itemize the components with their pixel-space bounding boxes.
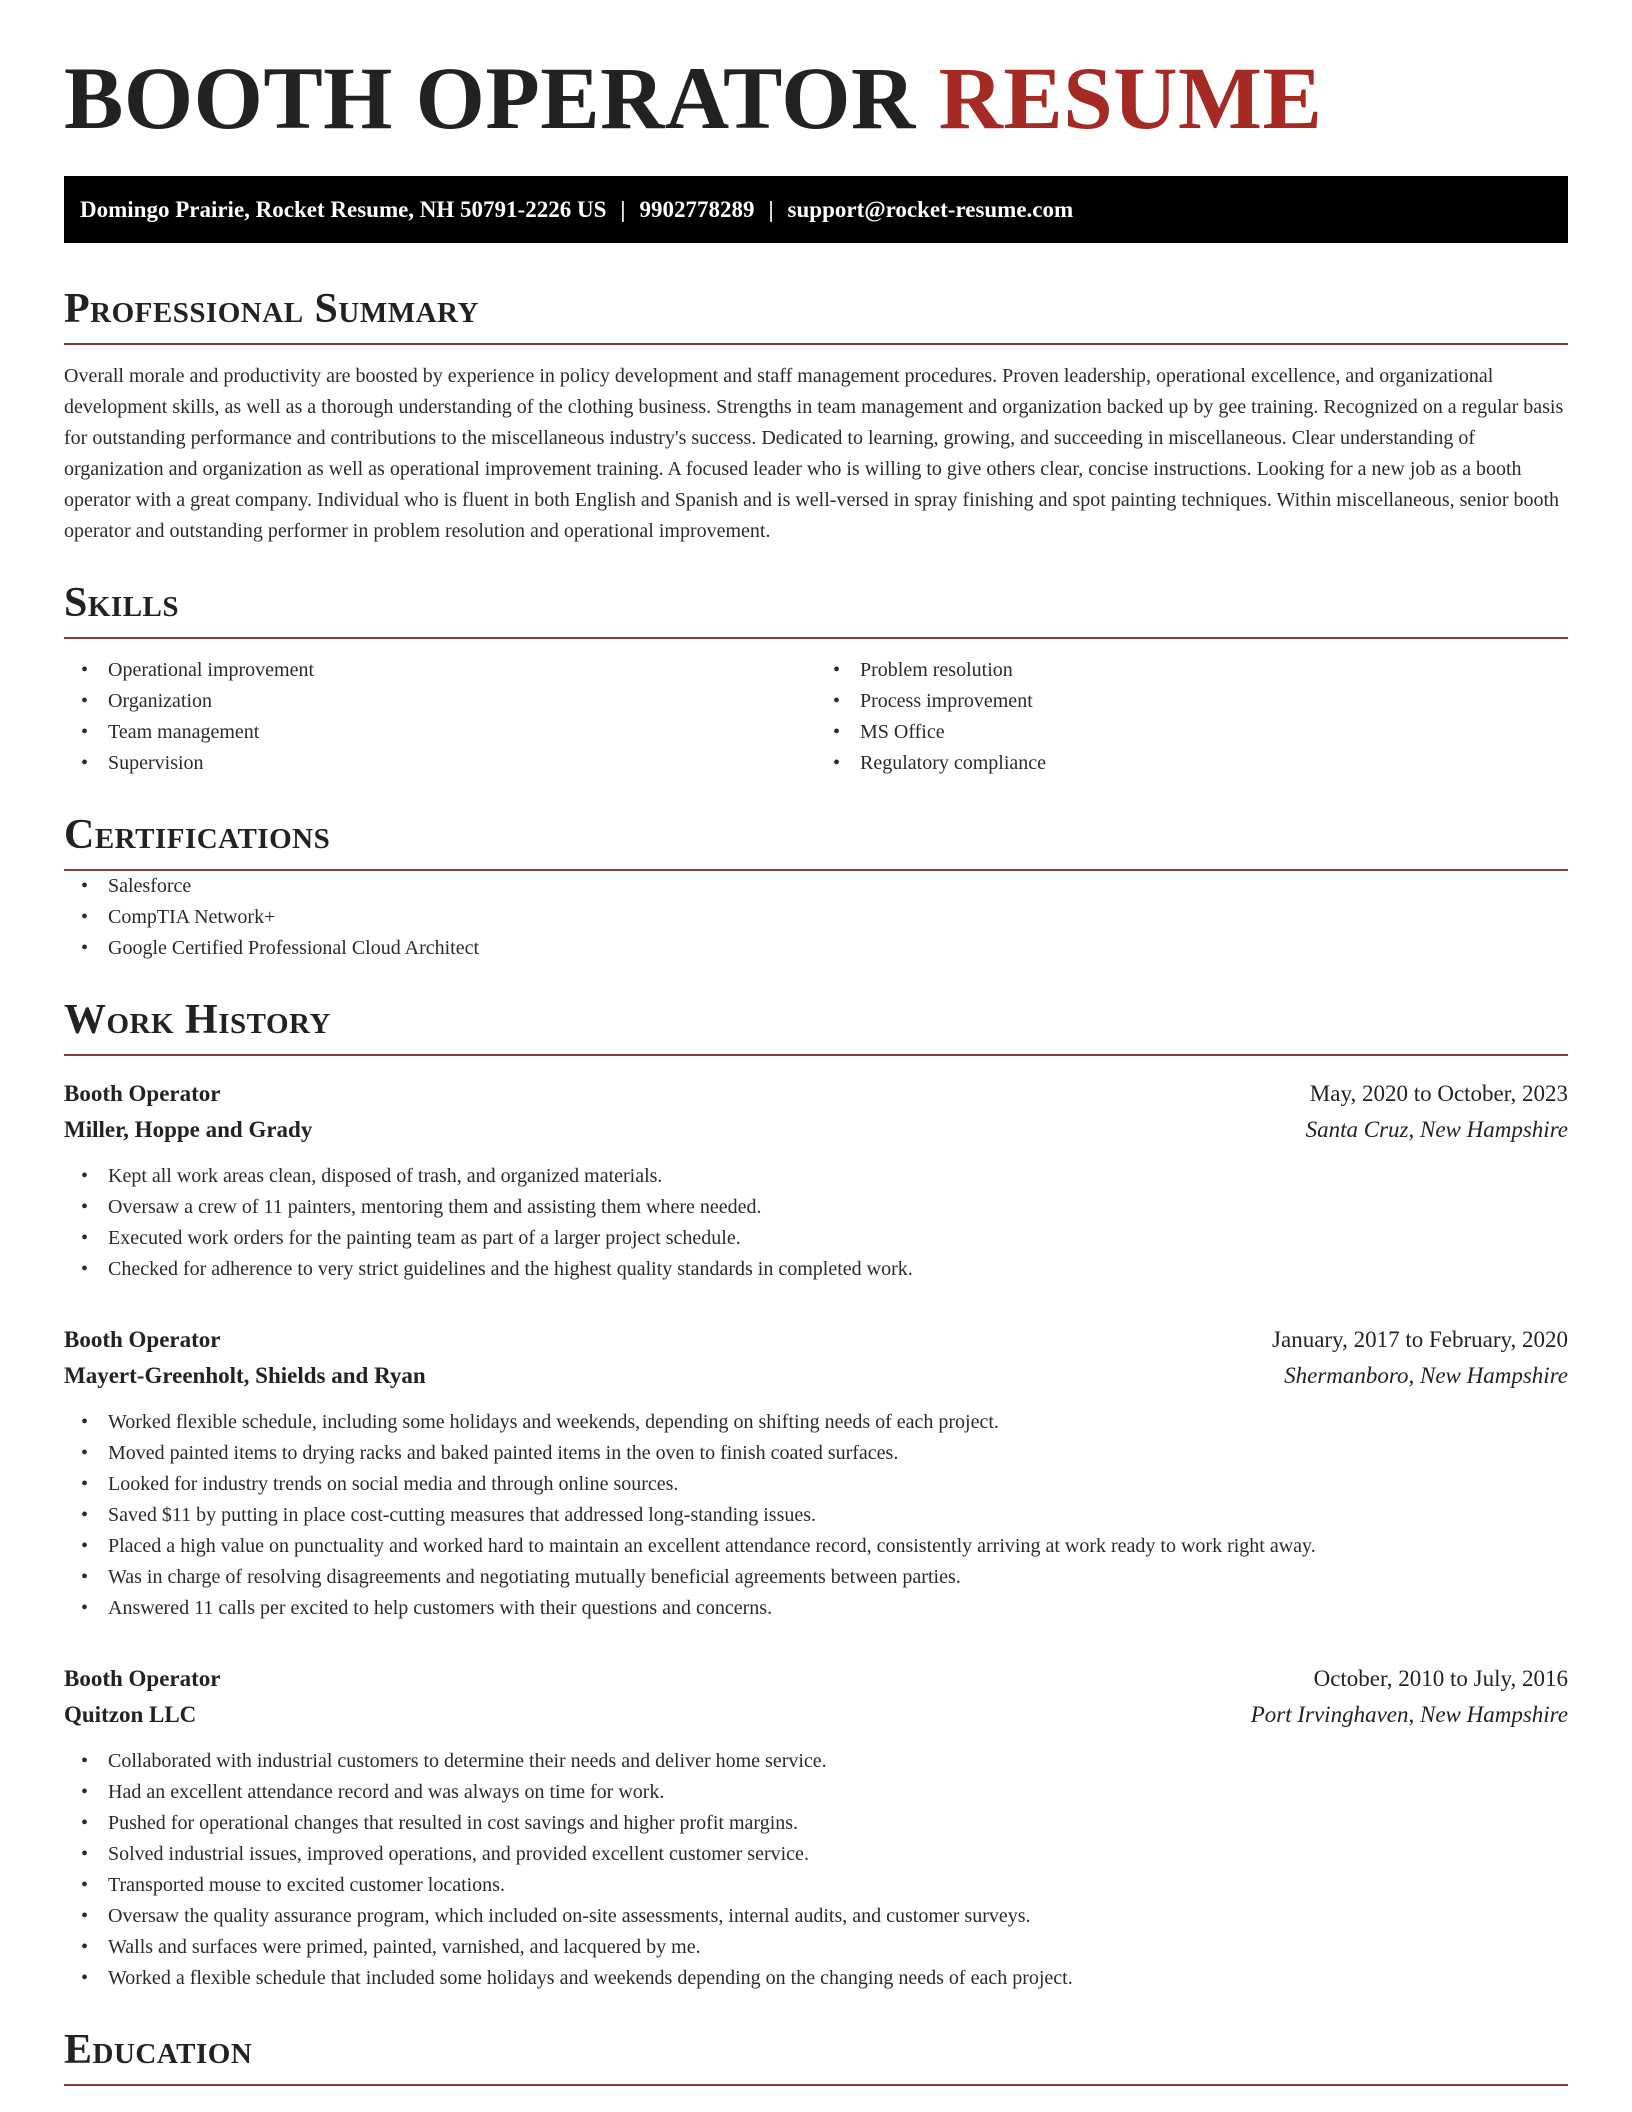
job-duty: • Walls and surfaces were primed, painted, varnished, and lacquered by me. [64, 1932, 1568, 1963]
job-location: Shermanboro, New Hampshire [1284, 1363, 1568, 1388]
job-duty: • Moved painted items to drying racks and baked painted items in the oven to finish coated surfaces. [64, 1438, 1568, 1469]
job-duty: • Executed work orders for the painting team as part of a larger project schedule. [64, 1223, 1568, 1254]
job-entry [64, 1076, 1568, 1285]
job-company-row [64, 1358, 1568, 1394]
summary-heading: Professional Summary [64, 283, 1568, 345]
contact-bar [64, 176, 1568, 243]
certifications-heading: Certifications [64, 809, 1568, 871]
skills-list [64, 655, 1568, 779]
title-main: BOOTH OPERATOR [64, 50, 916, 148]
job-duties-list [64, 1161, 1568, 1285]
resume-title [64, 0, 1568, 149]
skill-item: • Regulatory compliance [816, 748, 1568, 779]
job-duty: • Worked a flexible schedule that included some holidays and weekends depending on the changing needs of each project. [64, 1963, 1568, 1994]
job-location: Port Irvinghaven, New Hampshire [1250, 1702, 1568, 1727]
job-duty: • Pushed for operational changes that resulted in cost savings and higher profit margins. [64, 1808, 1568, 1839]
contact-separator: | [768, 197, 774, 222]
job-company: Mayert-Greenholt, Shields and Ryan [64, 1363, 426, 1388]
job-duty: • Solved industrial issues, improved operations, and provided excellent customer service. [64, 1839, 1568, 1870]
summary-text: Overall morale and productivity are boosted by experience in policy development and staff management procedures. Proven leadership, operational excellence, and organizational development skills, as well as a thorough understanding of the clothing business. Strengths in team management and organization backed up by gee training. Recognized on a regular basis for outstanding performance and contributions to the miscellaneous industry's success. Dedicated to learning, growing, and succeeding in miscellaneous. Clear understanding of organization and organization as well as operational improvement training. A focused leader who is willing to give others clear, concise instructions. Looking for a new job as a booth operator with a great company. Individual who is fluent in both English and Spanish and is well-versed in spray finishing and spot painting techniques. Within miscellaneous, senior booth operator and outstanding performer in problem resolution and operational improvement. [64, 365, 1564, 542]
job-duty: • Was in charge of resolving disagreements and negotiating mutually beneficial agreements between parties. [64, 1562, 1568, 1593]
job-duty: • Oversaw a crew of 11 painters, mentoring them and assisting them where needed. [64, 1192, 1568, 1223]
job-duty: • Collaborated with industrial customers to determine their needs and deliver home service. [64, 1746, 1568, 1777]
title-accent: RESUME [938, 50, 1323, 148]
job-duty: • Answered 11 calls per excited to help customers with their questions and concerns. [64, 1593, 1568, 1624]
job-header-row [64, 1661, 1568, 1697]
job-entry [64, 1661, 1568, 1994]
job-duty: • Saved $11 by putting in place cost-cutting measures that addressed long-standing issues. [64, 1500, 1568, 1531]
skills-heading: Skills [64, 577, 1568, 639]
work-history-heading: Work History [64, 994, 1568, 1056]
job-duty: • Had an excellent attendance record and was always on time for work. [64, 1777, 1568, 1808]
certifications-list [64, 871, 1568, 964]
contact-email: support@rocket-resume.com [787, 197, 1074, 222]
job-title: Booth Operator [64, 1666, 221, 1691]
job-duty: • Kept all work areas clean, disposed of trash, and organized materials. [64, 1161, 1568, 1192]
job-duties-list [64, 1746, 1568, 1994]
job-duty: • Looked for industry trends on social media and through online sources. [64, 1469, 1568, 1500]
certification-item: • Salesforce [64, 871, 1568, 902]
contact-address: Domingo Prairie, Rocket Resume, NH 50791-2226 US [80, 197, 607, 222]
job-company-row [64, 1112, 1568, 1148]
job-dates: October, 2010 to July, 2016 [1313, 1666, 1568, 1691]
job-company: Quitzon LLC [64, 1702, 197, 1727]
skills-column-left [64, 655, 816, 779]
skill-item: • Supervision [64, 748, 816, 779]
job-duty: • Worked flexible schedule, including some holidays and weekends, depending on shifting needs of each project. [64, 1407, 1568, 1438]
skills-column-right [816, 655, 1568, 779]
job-company-row [64, 1697, 1568, 1733]
contact-separator: | [620, 197, 626, 222]
skill-item: • Team management [64, 717, 816, 748]
job-header-row [64, 1322, 1568, 1358]
skill-item: • MS Office [816, 717, 1568, 748]
job-duty: • Transported mouse to excited customer locations. [64, 1870, 1568, 1901]
education-heading: Education [64, 2024, 1568, 2086]
job-location: Santa Cruz, New Hampshire [1305, 1117, 1568, 1142]
job-duty: • Placed a high value on punctuality and worked hard to maintain an excellent attendance record, consistently arriving at work ready to work right away. [64, 1531, 1568, 1562]
certification-item: • Google Certified Professional Cloud Architect [64, 933, 1568, 964]
job-company: Miller, Hoppe and Grady [64, 1117, 313, 1142]
skill-item: • Operational improvement [64, 655, 816, 686]
contact-phone: 9902778289 [639, 197, 755, 222]
skill-item: • Process improvement [816, 686, 1568, 717]
job-duty: • Checked for adherence to very strict guidelines and the highest quality standards in completed work. [64, 1254, 1568, 1285]
job-title: Booth Operator [64, 1081, 221, 1106]
job-header-row [64, 1076, 1568, 1112]
job-duty: • Oversaw the quality assurance program, which included on-site assessments, internal audits, and customer surveys. [64, 1901, 1568, 1932]
job-dates: May, 2020 to October, 2023 [1309, 1081, 1568, 1106]
job-duties-list [64, 1407, 1568, 1624]
job-title: Booth Operator [64, 1327, 221, 1352]
job-entry [64, 1322, 1568, 1624]
certification-item: • CompTIA Network+ [64, 902, 1568, 933]
job-dates: January, 2017 to February, 2020 [1272, 1327, 1568, 1352]
skill-item: • Organization [64, 686, 816, 717]
skill-item: • Problem resolution [816, 655, 1568, 686]
